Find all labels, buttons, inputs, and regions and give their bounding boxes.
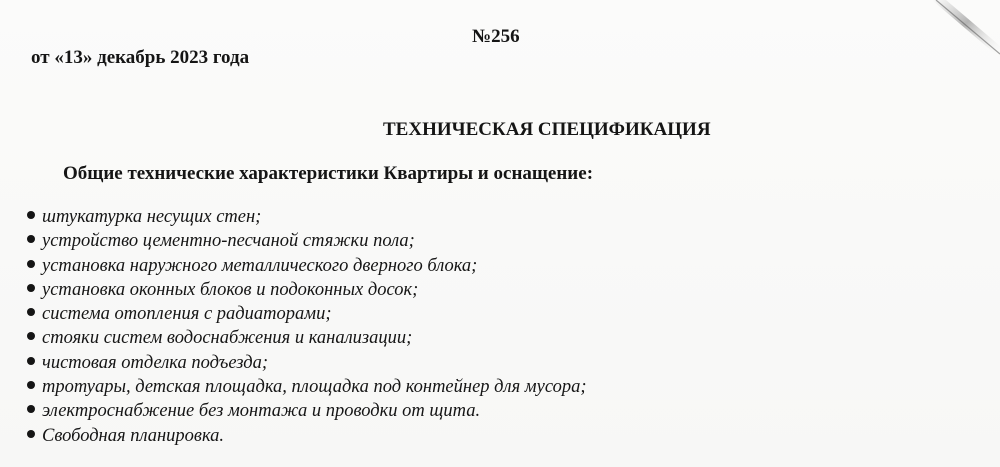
list-item: [27, 231, 587, 255]
list-item: [27, 280, 587, 304]
list-item-text: система отопления с радиаторами;: [42, 304, 332, 325]
bullet-icon: [27, 357, 35, 365]
document-date: от «13» декабрь 2023 года: [31, 47, 250, 68]
bullet-icon: [27, 235, 35, 243]
bullet-icon: [27, 405, 35, 413]
list-item-text: установка наружного металлического дверного блока;: [42, 255, 478, 276]
list-item-text: стояки систем водоснабжения и канализации;: [42, 328, 413, 349]
bullet-icon: [27, 430, 35, 438]
list-item-text: Свободная планировка.: [42, 425, 225, 446]
list-item-text: электроснабжение без монтажа и проводки от щита.: [42, 401, 481, 422]
bullet-icon: [27, 332, 35, 340]
specification-list: [27, 207, 587, 450]
list-item: [27, 207, 587, 231]
list-item: [27, 256, 587, 280]
document-title: ТЕХНИЧЕСКАЯ СПЕЦИФИКАЦИЯ: [383, 119, 711, 140]
list-item-text: устройство цементно-песчаной стяжки пола;: [42, 231, 415, 252]
list-item: [27, 304, 587, 328]
list-item: [27, 401, 587, 425]
list-item-text: штукатурка несущих стен;: [42, 207, 262, 227]
list-item: [27, 426, 587, 450]
list-item-text: чистовая отделка подъезда;: [42, 352, 269, 373]
list-item: [27, 328, 587, 352]
page-corner-fold: [920, 0, 1000, 70]
bullet-icon: [27, 308, 35, 316]
list-item: [27, 353, 587, 377]
bullet-icon: [27, 381, 35, 389]
section-heading: Общие технические характеристики Квартиры и оснащение:: [63, 163, 594, 184]
bullet-icon: [27, 284, 35, 292]
list-item: [27, 377, 587, 401]
list-item-text: установка оконных блоков и подоконных досок;: [42, 279, 419, 300]
document-number: №256: [472, 26, 520, 47]
list-item-text: тротуары, детская площадка, площадка под контейнер для мусора;: [42, 377, 587, 398]
bullet-icon: [27, 211, 35, 219]
bullet-icon: [27, 260, 35, 268]
